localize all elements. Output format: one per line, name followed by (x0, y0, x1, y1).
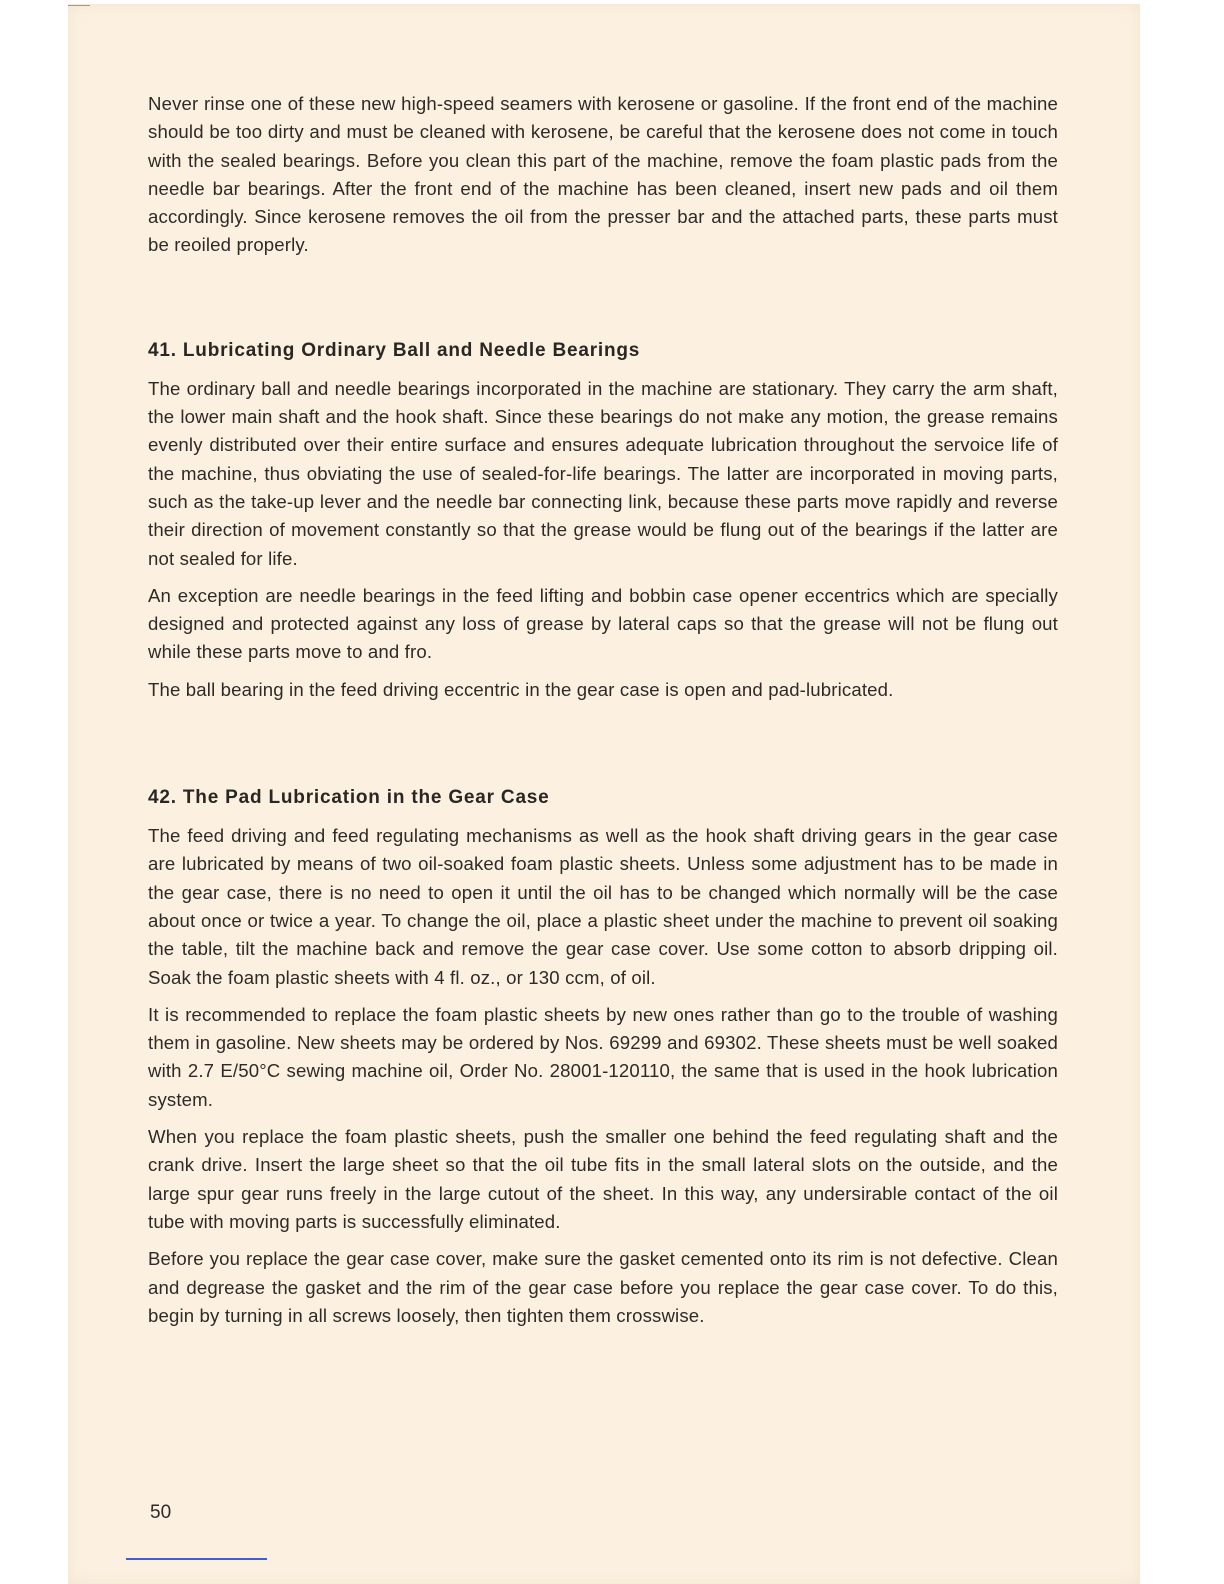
bottom-rule-line (126, 1558, 267, 1560)
section-41-heading: 41. Lubricating Ordinary Ball and Needle Bearings (148, 339, 641, 361)
section-42-heading: 42. The Pad Lubrication in the Gear Case (148, 787, 550, 809)
section-42-paragraph-3: When you replace the foam plastic sheets, push the smaller one behind the feed regulating shaft and the crank drive. Insert the large sheet so that the oil tube fits in the small lateral slots on the outside, and the large spur gear runs freely in the large cutout of the sheet. In this way, any undersirable contact of the oil tube with moving parts is successfully eliminated. (148, 1126, 1058, 1232)
page-number: 50 (150, 1502, 172, 1523)
intro-paragraph: Never rinse one of these new high-speed seamers with kerosene or gasoline. If the front end of the machine should be too dirty and must be cleaned with kerosene, be careful that the kerosene does not come in touch with the sealed bearings. Before you clean this part of the machine, remove the foam plastic pads from the needle bar bearings. After the front end of the machine has been cleaned, insert new pads and oil them accordingly. Since kerosene removes the oil from the presser bar and the attached parts, these parts must be reoiled properly. (148, 93, 1058, 256)
section-42-paragraph-4: Before you replace the gear case cover, make sure the gasket cemented onto its rim is not defective. Clean and degrease the gasket and the rim of the gear case before you replace the gear case cover. To do this, begin by turning in all screws loosely, then tighten them crosswise. (148, 1248, 1058, 1326)
section-42-paragraph-2: It is recommended to replace the foam plastic sheets by new ones rather than go to the trouble of washing them in gasoline. New sheets may be ordered by Nos. 69299 and 69302. These sheets must be well soaked with 2.7 E/50°C sewing machine oil, Order No. 28001-120110, the same that is used in the hook lubrication system. (148, 1003, 1058, 1110)
section-41-paragraph-3: The ball bearing in the feed driving eccentric in the gear case is open and pad-lubricated. (148, 678, 894, 700)
section-42-paragraph-1: The feed driving and feed regulating mechanisms as well as the hook shaft driving gears in the gear case are lubricated by means of two oil-soaked foam plastic sheets. Unless some adjustment has to be made in the gear case, there is no need to open it until the oil has to be changed which normally will be the case about once or twice a year. To change the oil, place a plastic sheet under the machine to prevent oil soaking the table, tilt the machine back and remove the gear case cover. Use some cotton to absorb dripping oil. Soak the foam plastic sheets with 4 fl. oz., or 130 ccm, of oil. (148, 825, 1058, 988)
page-content (148, 90, 1058, 1339)
section-41-paragraph-2: An exception are needle bearings in the feed lifting and bobbin case opener eccentrics which are specially designed and protected against any loss of grease by lateral caps so that the grease will not be flung out while these parts move to and fro. (148, 584, 1058, 663)
section-41-paragraph-1: The ordinary ball and needle bearings incorporated in the machine are stationary. They carry the arm shaft, the lower main shaft and the hook shaft. Since these bearings do not make any motion, the grease remains evenly distributed over their entire surface and ensures adequate lubrication throughout the servoice life of the machine, thus obviating the use of sealed-for-life bearings. The latter are incorporated in moving parts, such as the take-up lever and the needle bar connecting link, because these parts move rapidly and reverse their direction of movement constantly so that the grease would be flung out of the bearings if the latter are not sealed for life. (148, 377, 1058, 569)
scan-corner-mark (68, 5, 90, 6)
